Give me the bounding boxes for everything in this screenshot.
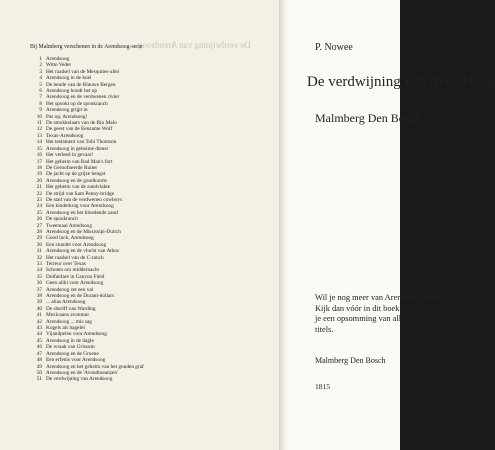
blurb-paragraph: [315, 293, 445, 335]
book-title-entry: De wraak van Grissom: [46, 344, 95, 351]
book-number: 32: [36, 254, 42, 261]
book-number: 31: [36, 248, 42, 255]
book-title-entry: Arendsoog en het geheim van het gouden graf: [46, 363, 144, 370]
book-title-entry: Geen alibi voor Arendsoog: [46, 280, 104, 287]
book-number: 14: [36, 139, 42, 146]
book-number: 40: [36, 305, 42, 312]
book-title-entry: Arendsoog en het bloedende zand: [46, 209, 118, 216]
book-title-entry: Kogels als hagelel: [46, 325, 85, 332]
book-number: 16: [36, 152, 42, 159]
book-title-entry: De spookranch: [46, 216, 78, 223]
book-title-entry: De Geroofneerde Ruiter: [46, 164, 98, 171]
blurb-line: Kijk dan vóór in dit boek,: [315, 303, 402, 313]
book-number: 44: [36, 331, 42, 338]
book-title-entry: Een stundet voor Arendsoog: [46, 241, 107, 248]
book-title-entry: De bende van de Blauwe Bergen: [46, 81, 116, 88]
book-title-entry: Vijandpelen voor Arendsoog: [46, 331, 107, 338]
book-title-entry: De geest van de Eenzame Wolf: [46, 126, 113, 133]
book-number: 17: [36, 158, 42, 165]
book-title-entry: Het geheim van de zandvlakte: [46, 184, 111, 191]
book-title-entry: Schoten om middernacht: [46, 267, 99, 274]
book-title-entry: Het spookt op de spookranch: [46, 100, 108, 107]
book-title-entry: Arendsoog en de verdwenen rivier: [46, 94, 120, 101]
book-title-entry: Het verleed in gevaar!: [46, 152, 94, 159]
book-title-entry: Good luck, Arendsoog: [46, 235, 94, 242]
book-number: 7: [39, 94, 42, 101]
book-number: 36: [36, 280, 42, 287]
book-number: 45: [36, 337, 42, 344]
book-title-entry: Mexicaans avontuur: [46, 312, 90, 319]
book-number: 12: [36, 126, 42, 133]
book-number: 49: [36, 363, 42, 370]
book-number: 15: [36, 145, 42, 152]
book-number: 41: [36, 312, 42, 319]
book-title-entry: Arendsoog en de Groene: [46, 350, 99, 357]
book-number: 48: [36, 357, 42, 364]
book-title-entry: De jacht op de grijze hengst: [46, 171, 106, 178]
book-title-entry: Texas-Arendsoog: [46, 132, 84, 139]
book-number: 4: [39, 75, 42, 82]
book-number: 29: [36, 235, 42, 242]
book-title-entry: Witte Veder: [46, 62, 72, 69]
book-list-item: [30, 376, 144, 382]
book-title-entry: Arendsoog en de 'Avondtoeanzen': [46, 369, 118, 376]
book-number: 11: [36, 120, 42, 127]
book-number: 23: [36, 196, 42, 203]
book-number: 47: [36, 350, 42, 357]
book-number: 34: [36, 267, 42, 274]
book-title-entry: Arendsoog in geheime dienst: [46, 145, 108, 152]
book-title-entry: Terreur over Texas: [46, 261, 86, 267]
book-number: 3: [39, 68, 42, 75]
book-title-entry: Arendsoog en de vlucht van Athos: [46, 248, 120, 255]
book-number: 22: [36, 190, 42, 197]
book-title-entry: Arendsoog in de knel: [46, 75, 92, 82]
book-number: 1: [39, 56, 42, 62]
book-title-entry: De stad van de verdwenen cowboys: [46, 196, 123, 203]
book-title-entry: Dolfanfare in Canyon Field: [46, 273, 105, 280]
book-number: 51: [36, 376, 42, 383]
publisher-imprint: Malmberg Den Bosch: [315, 356, 386, 365]
book-number: 18: [36, 164, 42, 171]
book-title-entry: Het raadsel van de Mesquites-allei: [46, 68, 120, 75]
book-title-entry: De strijd van Sam Penny-bridge: [46, 190, 114, 197]
book-number: 9: [39, 107, 42, 114]
book-gutter: [279, 0, 291, 450]
book-number: 8: [39, 100, 42, 107]
book-title-entry: Het raadsel van de C-ranch: [46, 254, 104, 261]
book-number: 42: [36, 318, 42, 325]
publication-year: 1815: [315, 382, 330, 391]
book-number: 30: [36, 241, 42, 248]
book-number: 19: [36, 171, 42, 178]
book-title-entry: Een erfenis voor Arendsoog: [46, 357, 106, 364]
publisher-name: Malmberg Den Bosch: [315, 111, 421, 125]
book-title: De verdwijning van Arendsoog: [307, 74, 495, 90]
book-list: [30, 56, 144, 383]
book-title-entry: Pas op, Arendsoog!: [46, 113, 88, 120]
book-title-entry: Arendsoog grijpt in: [46, 107, 88, 114]
book-number: 39: [36, 299, 42, 306]
blurb-line: titels.: [315, 324, 334, 334]
book-title-entry: Arendsoog: [46, 56, 70, 62]
book-number: 37: [36, 286, 42, 293]
book-number: 21: [36, 184, 42, 191]
book-title-entry: ... alias Arendsoog: [46, 299, 86, 306]
book-title-entry: Arendsoog en de goudkoorts: [46, 177, 108, 184]
blurb-line: Wil je nog meer van Arendsoog lezen?: [315, 293, 445, 302]
book-title-entry: Arendsoog en de Durant-dollars: [46, 293, 115, 300]
book-title-entry: Arendsoog houdt het op: [46, 88, 98, 95]
book-number: 46: [36, 344, 42, 351]
author-name: P. Nowee: [315, 42, 353, 53]
book-title-entry: Arendsoog ... mis sag: [46, 318, 92, 325]
book-number: 25: [36, 209, 42, 216]
book-number: 10: [36, 113, 42, 120]
book-number: 43: [36, 325, 42, 332]
book-number: 33: [36, 261, 42, 267]
book-number: 13: [36, 132, 42, 139]
book-title-entry: De sheriff van Warding: [46, 305, 96, 312]
book-number: 2: [39, 62, 42, 69]
series-heading: Bij Malmberg verschenen in de Arendsoog-serie: [30, 44, 143, 50]
book-number: 27: [36, 222, 42, 229]
book-number: 50: [36, 369, 42, 376]
right-page: [291, 0, 495, 450]
book-title-entry: Arendsoog in de dagle: [46, 337, 94, 344]
book-title-entry: Een kinderkrag voor Arendsoog: [46, 203, 114, 210]
book-number: 26: [36, 216, 42, 223]
book-number: 5: [39, 81, 42, 88]
book-number: 24: [36, 203, 42, 210]
book-title-entry: Arendsoog en de Mississipi-Duitch: [46, 228, 121, 235]
book-title-entry: Tweemaal Arendsoog: [46, 222, 92, 229]
book-title-entry: Het testament van Tobi Thomson: [46, 139, 117, 146]
book-number: 28: [36, 228, 42, 235]
book-title-entry: De smokkelaars van de Rio Malo: [46, 120, 117, 127]
book-title-entry: Arendsoog zet een val: [46, 286, 94, 293]
book-number: 6: [39, 88, 42, 95]
book-title-entry: Het geheim van Bad Man's fort: [46, 158, 113, 165]
blurb-line: je een opsomming van alle: [315, 314, 405, 323]
book-number: 38: [36, 293, 42, 300]
book-number: 35: [36, 273, 42, 280]
bleed-through-text: De verdwijning van Arendsoog: [138, 40, 251, 50]
book-number: 20: [36, 177, 42, 184]
book-title-entry: De verdwijning van Arendsoog: [46, 376, 113, 383]
